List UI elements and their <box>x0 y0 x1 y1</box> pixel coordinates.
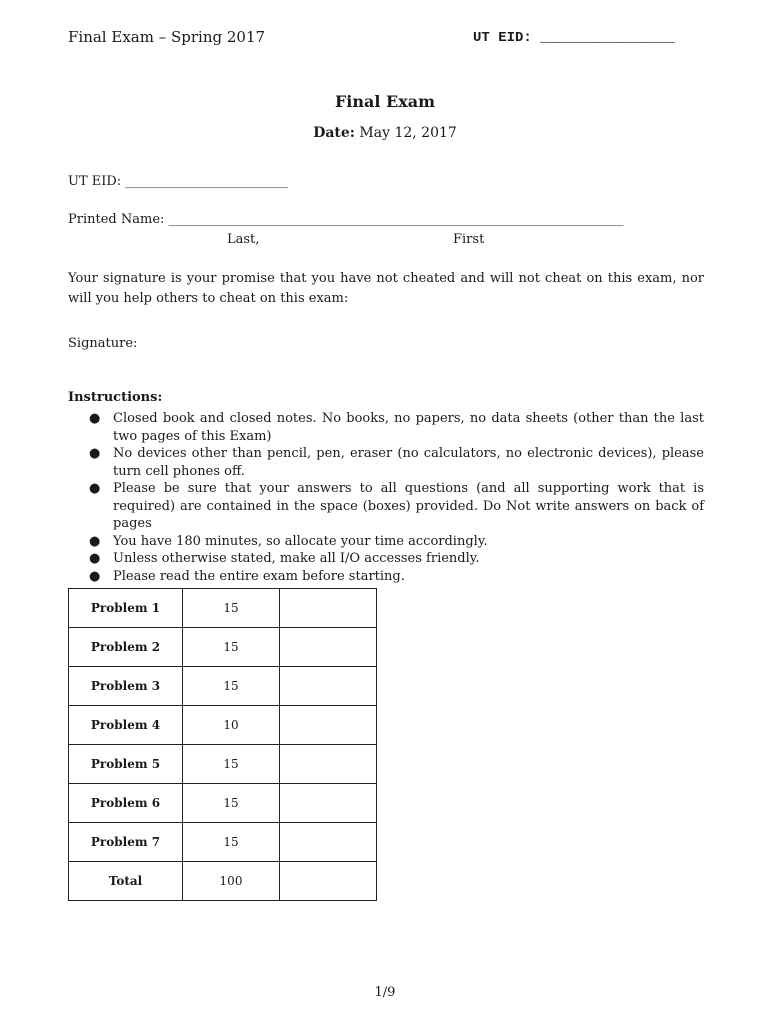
table-row <box>69 784 377 823</box>
score-cell[interactable] <box>280 823 377 862</box>
score-cell[interactable] <box>280 745 377 784</box>
instruction-item <box>68 550 704 568</box>
problem-name-cell: Problem 6 <box>69 784 183 823</box>
table-row <box>69 589 377 628</box>
table-row <box>69 628 377 667</box>
header-eid-blank: ________________ <box>540 30 675 46</box>
instruction-text: Please be sure that your answers to all questions (and all supporting work that is required) are contained in the space (boxes) provided. Do Not write answers on back of pages <box>113 481 704 531</box>
table-row <box>69 745 377 784</box>
score-cell[interactable] <box>280 706 377 745</box>
points-cell: 15 <box>183 745 280 784</box>
exam-date <box>0 125 770 141</box>
score-cell[interactable] <box>280 784 377 823</box>
problem-name-cell: Problem 7 <box>69 823 183 862</box>
table-row <box>69 862 377 901</box>
header-eid <box>473 30 675 46</box>
points-cell: 15 <box>183 784 280 823</box>
table-row <box>69 667 377 706</box>
score-cell[interactable] <box>280 589 377 628</box>
points-cell: 15 <box>183 667 280 706</box>
header-title: Final Exam – Spring 2017 <box>68 28 266 46</box>
instruction-item <box>68 445 704 480</box>
table-row <box>69 823 377 862</box>
problem-name-cell: Problem 2 <box>69 628 183 667</box>
problem-name-cell: Problem 4 <box>69 706 183 745</box>
table-row <box>69 706 377 745</box>
instruction-text: Closed book and closed notes. No books, no papers, no data sheets (other than the last two pages of this Exam) <box>113 411 704 444</box>
instruction-item <box>68 533 704 551</box>
instruction-text: Unless otherwise stated, make all I/O accesses friendly. <box>113 551 480 566</box>
problem-name-cell: Problem 5 <box>69 745 183 784</box>
signature-promise: Your signature is your promise that you have not cheated and will not cheat on this exam, nor will you help others to cheat on this exam: <box>68 271 704 306</box>
problem-name-cell: Problem 1 <box>69 589 183 628</box>
score-cell[interactable] <box>280 667 377 706</box>
points-cell: 15 <box>183 823 280 862</box>
bullet-icon: ● <box>89 551 101 566</box>
bullet-icon: ● <box>89 411 101 426</box>
points-cell: 100 <box>183 862 280 901</box>
instruction-text: No devices other than pencil, pen, eraser (no calculators, no electronic devices), please turn cell phones off. <box>113 446 704 479</box>
name-sub-last: Last, <box>227 232 260 247</box>
problem-name-cell: Problem 3 <box>69 667 183 706</box>
bullet-icon: ● <box>89 446 101 461</box>
points-cell: 15 <box>183 628 280 667</box>
score-table <box>68 588 377 901</box>
bullet-icon: ● <box>89 533 101 549</box>
instruction-text: Please read the entire exam before starting. <box>113 568 405 584</box>
points-cell: 10 <box>183 706 280 745</box>
score-cell[interactable] <box>280 862 377 901</box>
signature-field[interactable]: Signature: <box>68 336 138 351</box>
instruction-item <box>68 480 704 533</box>
points-cell: 15 <box>183 589 280 628</box>
page-number: 1/9 <box>374 985 396 1000</box>
problem-name-cell: Total <box>69 862 183 901</box>
instructions-list <box>68 410 704 585</box>
name-sub-first: First <box>453 232 485 247</box>
date-label: Date: <box>313 125 355 141</box>
header-eid-label: UT EID: <box>473 30 532 46</box>
instruction-text: You have 180 minutes, so allocate your time accordingly. <box>113 533 488 549</box>
instruction-item <box>68 568 704 586</box>
bullet-icon: ● <box>89 481 101 496</box>
instruction-item <box>68 410 704 445</box>
score-cell[interactable] <box>280 628 377 667</box>
eid-field[interactable]: UT EID: _________________________ <box>68 174 288 189</box>
date-value: May 12, 2017 <box>359 125 457 141</box>
exam-title: Final Exam <box>334 92 436 111</box>
bullet-icon: ● <box>89 568 101 584</box>
printed-name-field[interactable]: Printed Name: ______________________________________________________________________ <box>68 212 624 227</box>
instructions-heading: Instructions: <box>68 390 163 405</box>
